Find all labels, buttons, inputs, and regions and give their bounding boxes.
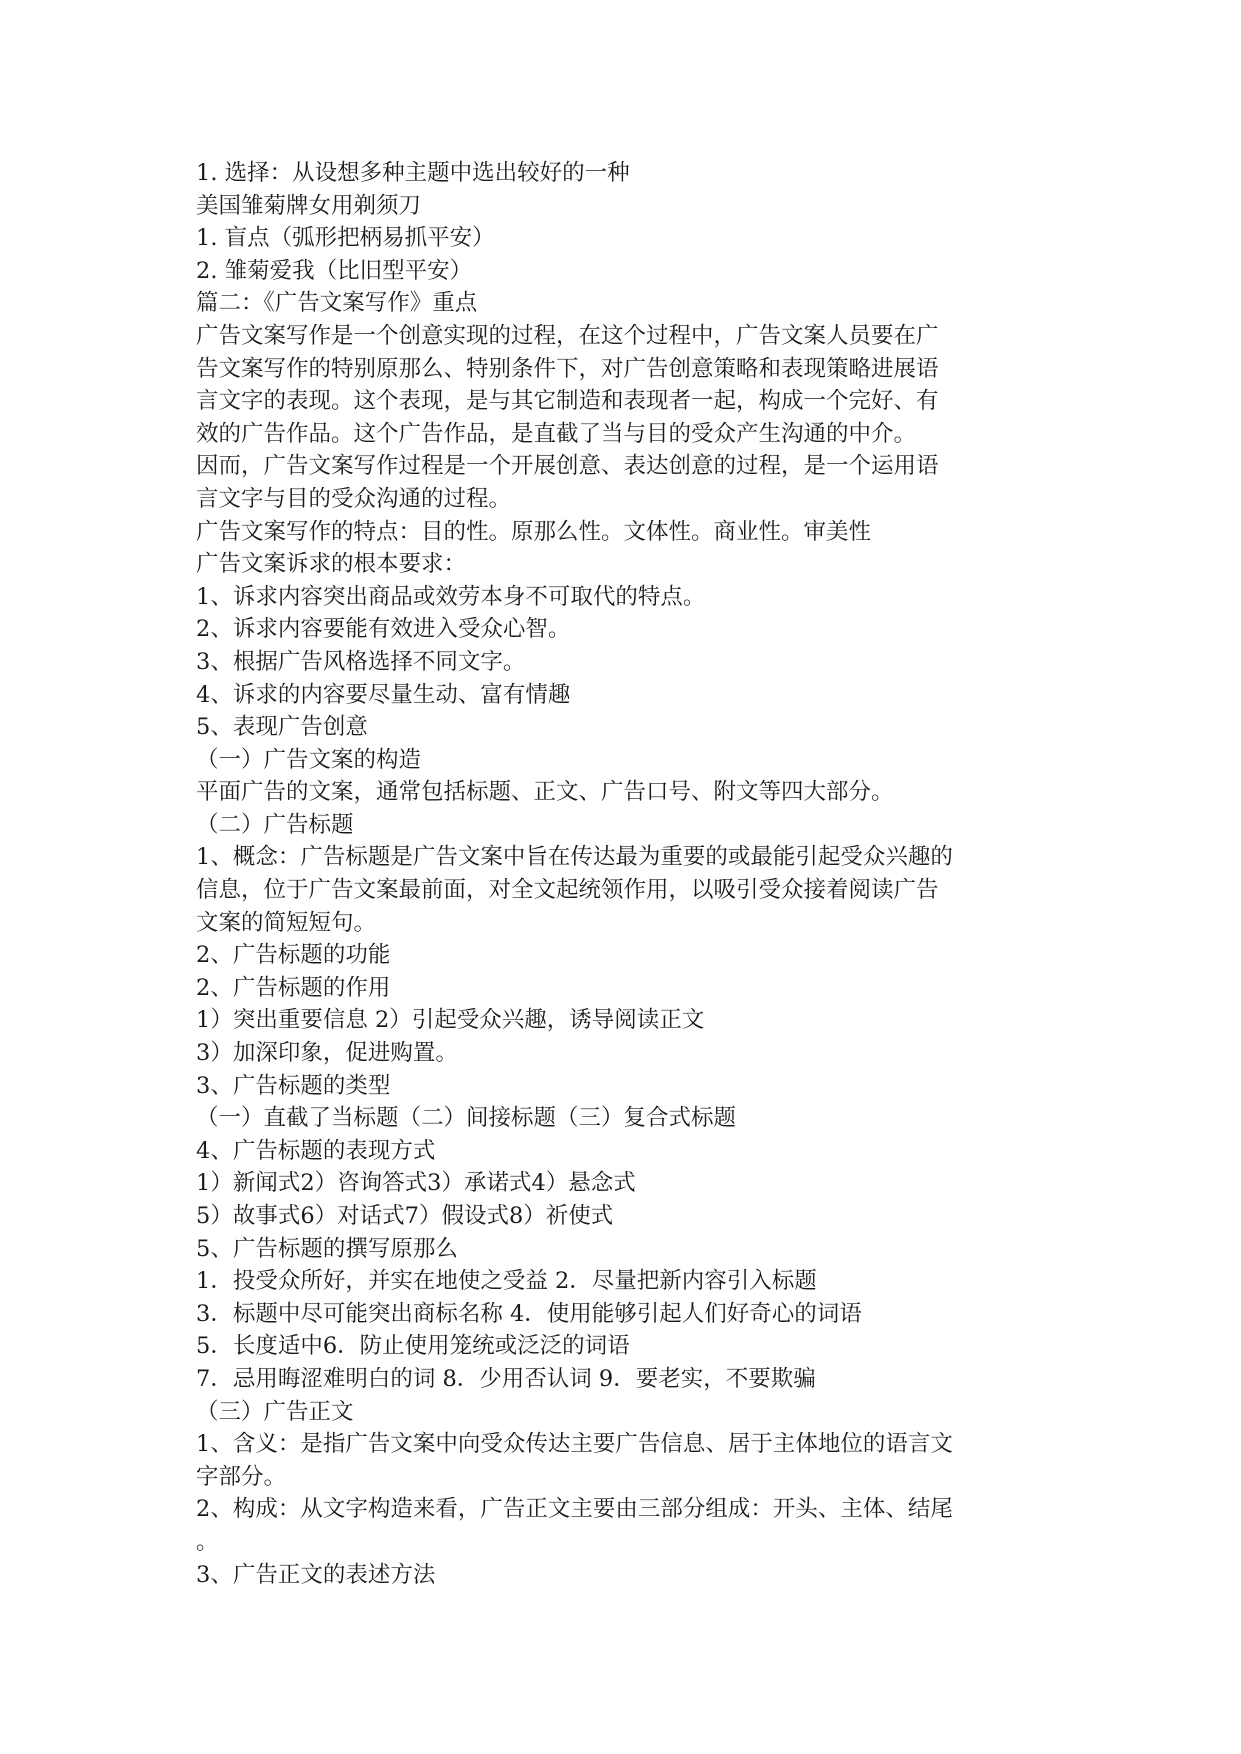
section-heading: （二）广告标题 bbox=[196, 811, 354, 838]
list-item: 5、表现广告创意 bbox=[196, 714, 368, 741]
text-line: 1）新闻式2）咨询答式3）承诺式4）悬念式 bbox=[196, 1170, 636, 1197]
text-line: 文案的简短短句。 bbox=[196, 909, 377, 936]
list-item: 2、广告标题的功能 bbox=[196, 942, 391, 969]
text-line: 广告文案诉求的根本要求： bbox=[196, 551, 467, 578]
list-item: 2、广告标题的作用 bbox=[196, 974, 391, 1001]
text-line: 字部分。 bbox=[196, 1463, 287, 1490]
text-line: 广告文案写作的特点：目的性。原那么性。文体性。商业性。审美性 bbox=[196, 518, 872, 545]
text-line: 1）突出重要信息 2）引起受众兴趣，诱导阅读正文 bbox=[196, 1007, 705, 1034]
list-item: 3、广告正文的表述方法 bbox=[196, 1561, 436, 1588]
text-line: 平面广告的文案，通常包括标题、正文、广告口号、附文等四大部分。 bbox=[196, 779, 894, 806]
text-line: 2. 雏菊爱我（比旧型平安） bbox=[196, 257, 473, 284]
text-line: 1. 盲点（弧形把柄易抓平安） bbox=[196, 225, 495, 252]
text-line: 1. 选择：从设想多种主题中选出较好的一种 bbox=[196, 160, 630, 186]
text-line: 3．标题中尽可能突出商标名称 4．使用能够引起人们好奇心的词语 bbox=[196, 1300, 862, 1327]
list-item: 2、诉求内容要能有效进入受众心智。 bbox=[196, 616, 571, 643]
list-item: 5、广告标题的撰写原那么 bbox=[196, 1235, 458, 1262]
text-line: 3）加深印象，促进购置。 bbox=[196, 1040, 458, 1067]
section-heading: 篇二：《广告文案写作》重点 bbox=[196, 290, 478, 317]
list-item: 4、广告标题的表现方式 bbox=[196, 1137, 436, 1164]
list-item: 1、诉求内容突出商品或效劳本身不可取代的特点。 bbox=[196, 583, 706, 610]
text-line: 言文字与目的受众沟通的过程。 bbox=[196, 485, 512, 512]
text-line: 言文字的表现。这个表现，是与其它制造和表现者一起，构成一个完好、有 bbox=[196, 388, 939, 415]
text-line: 1、含义：是指广告文案中向受众传达主要广告信息、居于主体地位的语言文 bbox=[196, 1431, 953, 1458]
text-line: 效的广告作品。这个广告作品，是直截了当与目的受众产生沟通的中介。 bbox=[196, 420, 917, 447]
text-line: 2、构成：从文字构造来看，广告正文主要由三部分组成：开头、主体、结尾 bbox=[196, 1496, 953, 1523]
text-line: 5．长度适中6．防止使用笼统或泛泛的词语 bbox=[196, 1333, 630, 1360]
text-line: （一）直截了当标题（二）间接标题（三）复合式标题 bbox=[196, 1105, 737, 1132]
text-line: 1、概念：广告标题是广告文案中旨在传达最为重要的或最能引起受众兴趣的 bbox=[196, 844, 953, 871]
text-line: 因而，广告文案写作过程是一个开展创意、表达创意的过程，是一个运用语 bbox=[196, 453, 939, 480]
text-line: 1．投受众所好，并实在地使之受益 2．尽量把新内容引入标题 bbox=[196, 1268, 817, 1295]
text-line: 广告文案写作是一个创意实现的过程，在这个过程中，广告文案人员要在广 bbox=[196, 322, 939, 349]
document-body bbox=[196, 157, 1046, 1591]
text-line: 7．忌用晦涩难明白的词 8．少用否认词 9．要老实，不要欺骗 bbox=[196, 1365, 816, 1392]
list-item: 3、根据广告风格选择不同文字。 bbox=[196, 648, 526, 675]
text-line: 告文案写作的特别原那么、特别条件下，对广告创意策略和表现策略进展语 bbox=[196, 355, 939, 382]
text-line: 美国雏菊牌女用剃须刀 bbox=[196, 192, 422, 219]
text-line: 。 bbox=[196, 1528, 219, 1555]
text-line: 5）故事式6）对话式7）假设式8）祈使式 bbox=[196, 1203, 614, 1229]
text-line: 信息，位于广告文案最前面，对全文起统领作用，以吸引受众接着阅读广告 bbox=[196, 877, 939, 904]
list-item: 4、诉求的内容要尽量生动、富有情趣 bbox=[196, 681, 571, 708]
section-heading: （三）广告正文 bbox=[196, 1398, 354, 1425]
section-heading: （一）广告文案的构造 bbox=[196, 746, 422, 773]
list-item: 3、广告标题的类型 bbox=[196, 1072, 391, 1099]
